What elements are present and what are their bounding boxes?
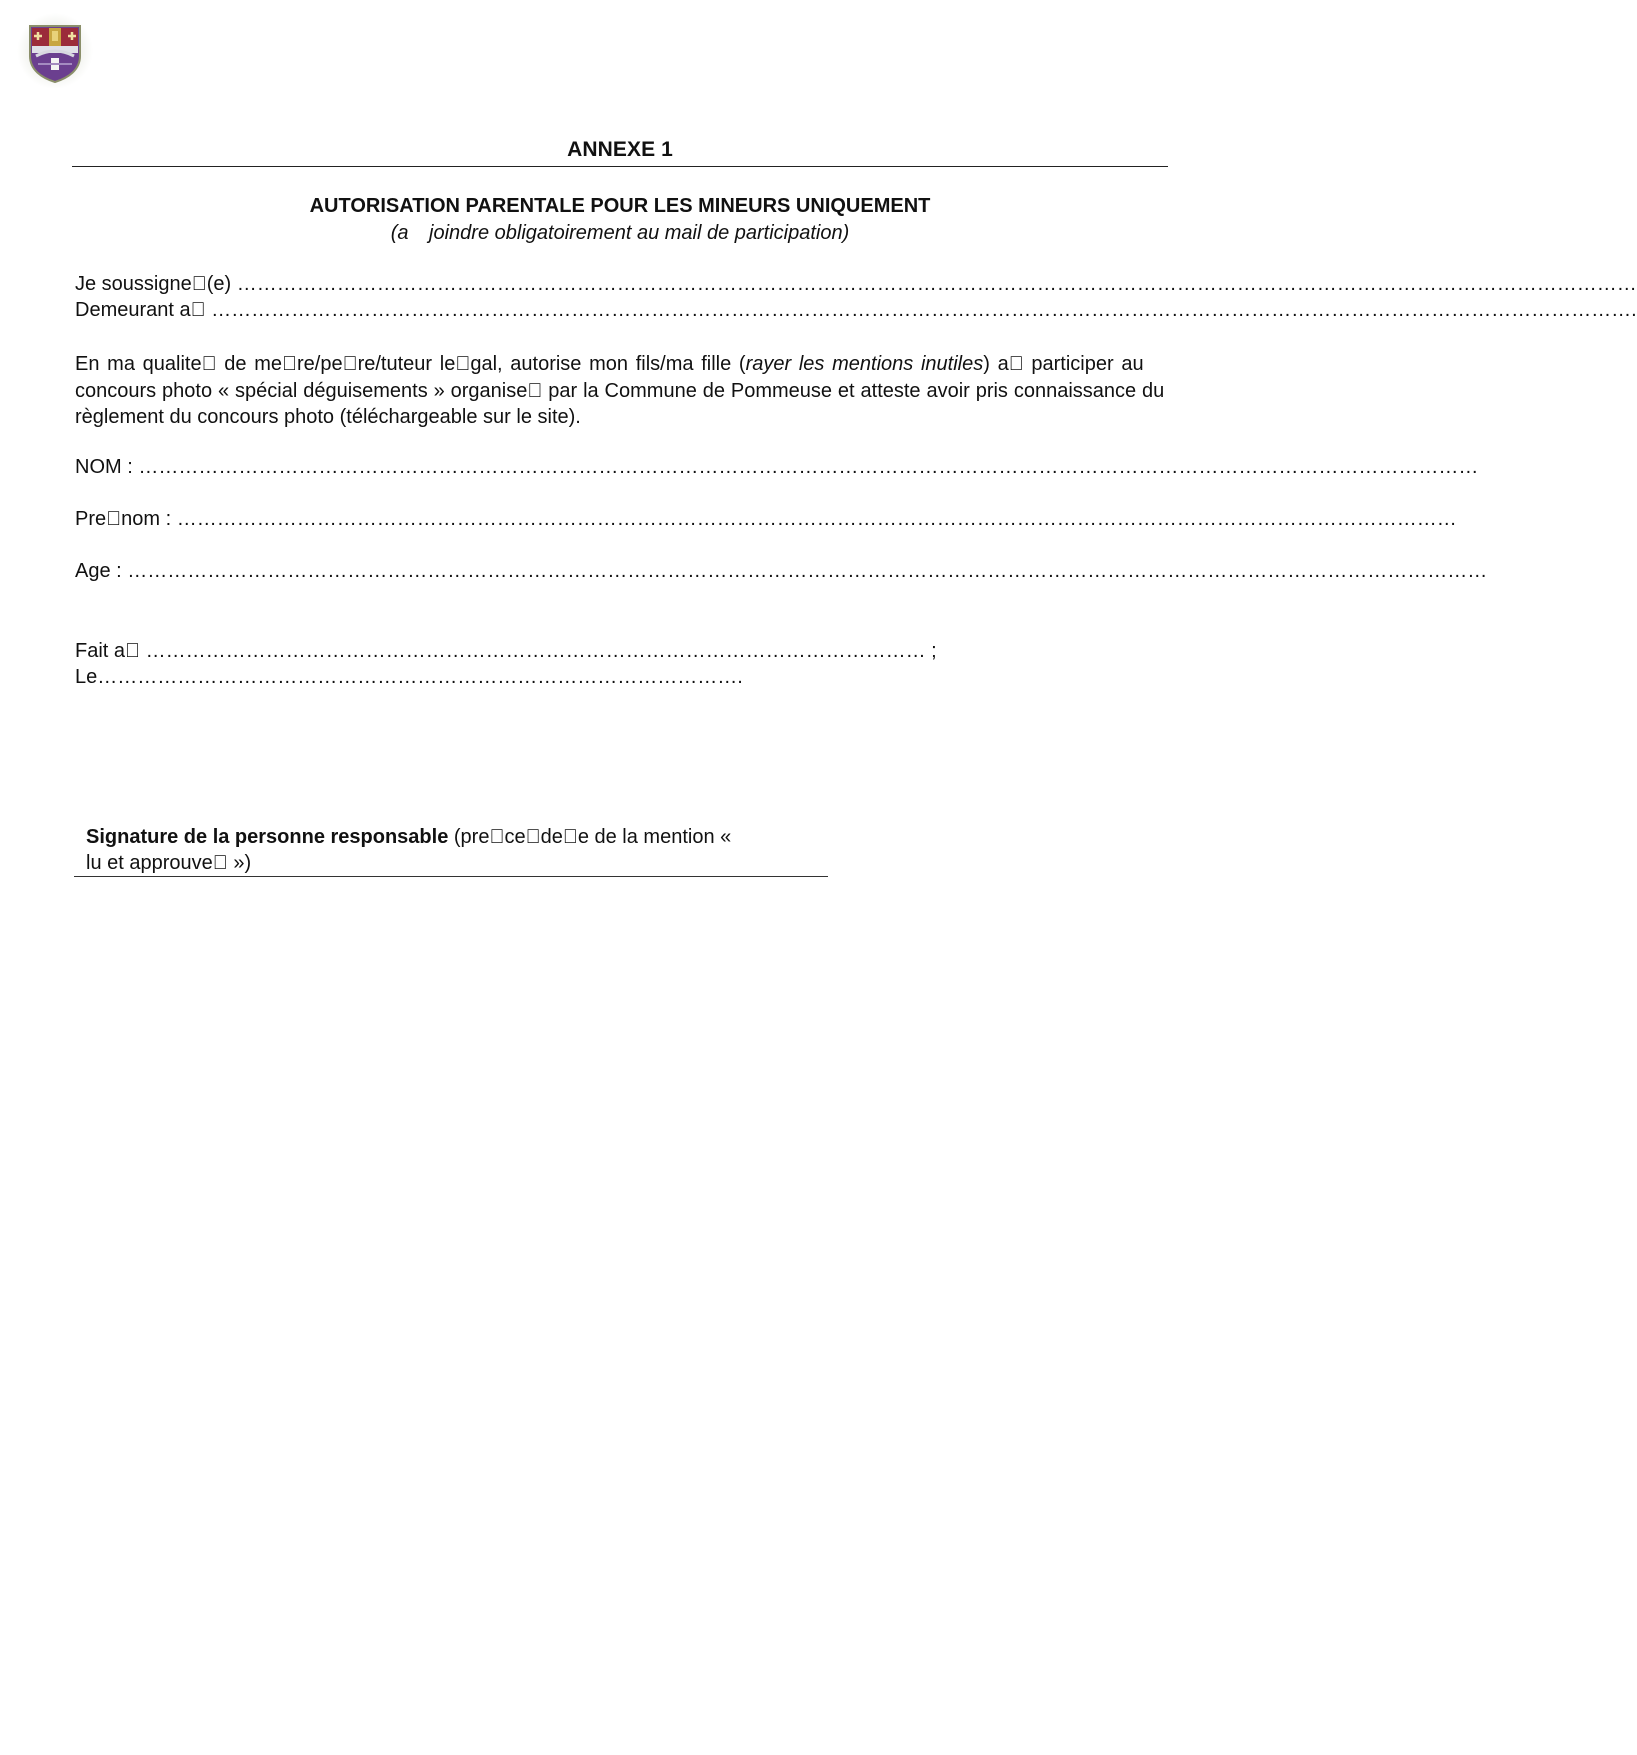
document-title: AUTORISATION PARENTALE POUR LES MINEURS UNIQUEMENT <box>309 195 931 217</box>
coat-of-arms-logo <box>16 12 94 90</box>
prenom-field[interactable]: Pre⃞nom : ………………………………………………………………………………………………………………………………………………………………………… <box>75 508 1457 530</box>
demeurant-field[interactable]: Demeurant a⃞ ……………………………………………………………………………………………………………………………………………………………………………………………. <box>75 299 1637 321</box>
nom-field[interactable]: NOM : ………………………………………………………………………………………………………………………………………………………………………………… <box>75 456 1479 478</box>
signature-line[interactable] <box>74 876 828 877</box>
annex-heading: ANNEXE 1 <box>567 138 673 161</box>
authorization-paragraph <box>75 351 1165 431</box>
paragraph-text-1: En ma qualite⃞ de me⃞re/pe⃞re/tuteur le⃞gal, autorise mon fils/ma fille ( <box>75 353 746 375</box>
age-field[interactable]: Age : …………………………………………………………………………………………………………………………………………………………………………………… <box>75 560 1488 582</box>
header-divider <box>72 166 1168 167</box>
coat-of-arms-icon <box>16 12 94 90</box>
signature-label: Signature de la personne responsable <box>86 826 449 848</box>
soussigne-field[interactable]: Je soussigne⃞(e) ………………………………………………………………………………………………………………………………………………………………………………………… <box>75 273 1637 295</box>
date-field[interactable]: Le……………………………………………………………………………………. <box>75 666 743 688</box>
signature-block <box>86 824 736 876</box>
fait-a-field[interactable]: Fait a⃞ ……………………………………………………………………………………………………… ; <box>75 640 937 662</box>
document-subtitle: (a⃞ joindre obligatoirement au mail de participation) <box>390 222 850 244</box>
paragraph-text-2: ) a⃞ participer au concours photo « spécial déguisements » organise⃞ par la Commune de Pommeuse et atteste avoir pris connaissance du règlement du concours photo (téléchargeable sur le site). <box>75 353 1165 428</box>
signature-mention: (pre⃞ce⃞de⃞e de la mention « lu et approuve⃞ ») <box>86 826 732 874</box>
paragraph-italic-note: rayer les mentions inutiles <box>745 353 984 375</box>
